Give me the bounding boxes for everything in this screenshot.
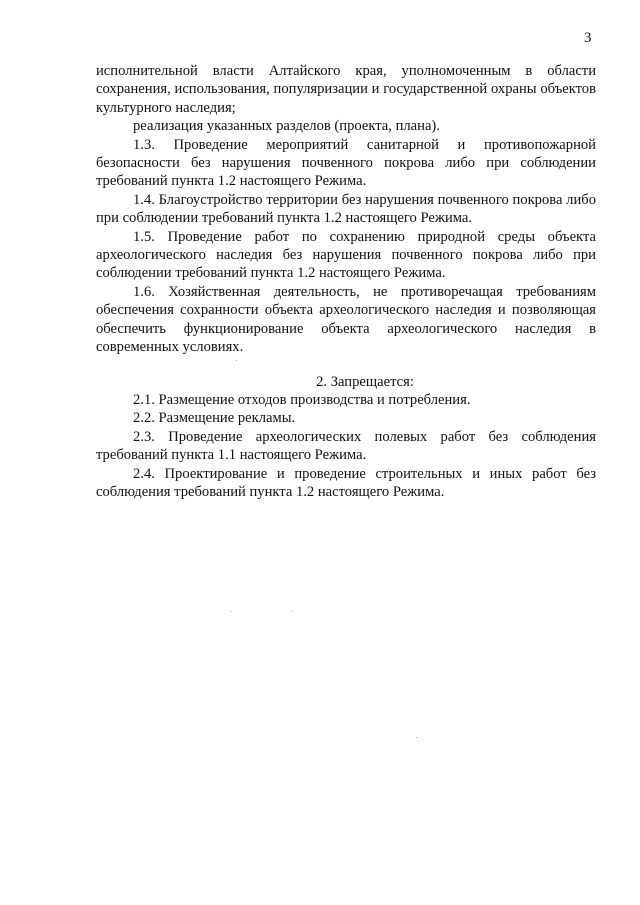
scan-speck <box>236 360 237 361</box>
paragraph-item-2-3: 2.3. Проведение археологических полевых работ без соблюдения требований пункта 1.1 настоящего Режима. <box>96 428 596 464</box>
scan-speck <box>230 611 231 612</box>
scan-speck <box>416 737 417 738</box>
document-body <box>96 62 596 501</box>
paragraph-item-2-1: 2.1. Размещение отходов производства и потребления. <box>133 391 471 408</box>
paragraph-sections-implementation: реализация указанных разделов (проекта, плана). <box>133 118 440 135</box>
page-number: 3 <box>584 30 592 46</box>
paragraph-item-1-5: 1.5. Проведение работ по сохранению природной среды объекта археологического наследия без нарушения почвенного покрова либо при соблюдении требований пункта 1.2 настоящего Режима. <box>96 228 596 282</box>
paragraph-item-2-2: 2.2. Размещение рекламы. <box>133 410 296 427</box>
paragraph-item-1-6: 1.6. Хозяйственная деятельность, не противоречащая требованиям обеспечения сохранности объекта археологического наследия и позволяющая обеспечить функционирование объекта археологического наследия в современных условиях. <box>96 283 596 356</box>
paragraph-continuation: исполнительной власти Алтайского края, уполномоченным в области сохранения, использования, популяризации и государственной охраны объектов культурного наследия; <box>96 63 596 116</box>
paragraph-item-1-3: 1.3. Проведение мероприятий санитарной и противопожарной безопасности без нарушения почвенного покрова либо при соблюдении требований пункта 1.2 настоящего Режима. <box>96 136 596 190</box>
scan-speck <box>291 611 292 612</box>
paragraph-item-2-4: 2.4. Проектирование и проведение строительных и иных работ без соблюдения требований пункта 1.2 настоящего Режима. <box>96 465 596 500</box>
paragraph-item-1-4: 1.4. Благоустройство территории без нарушения почвенного покрова либо при соблюдении требований пункта 1.2 настоящего Режима. <box>96 191 596 227</box>
section-2-heading: 2. Запрещается: <box>316 373 414 390</box>
